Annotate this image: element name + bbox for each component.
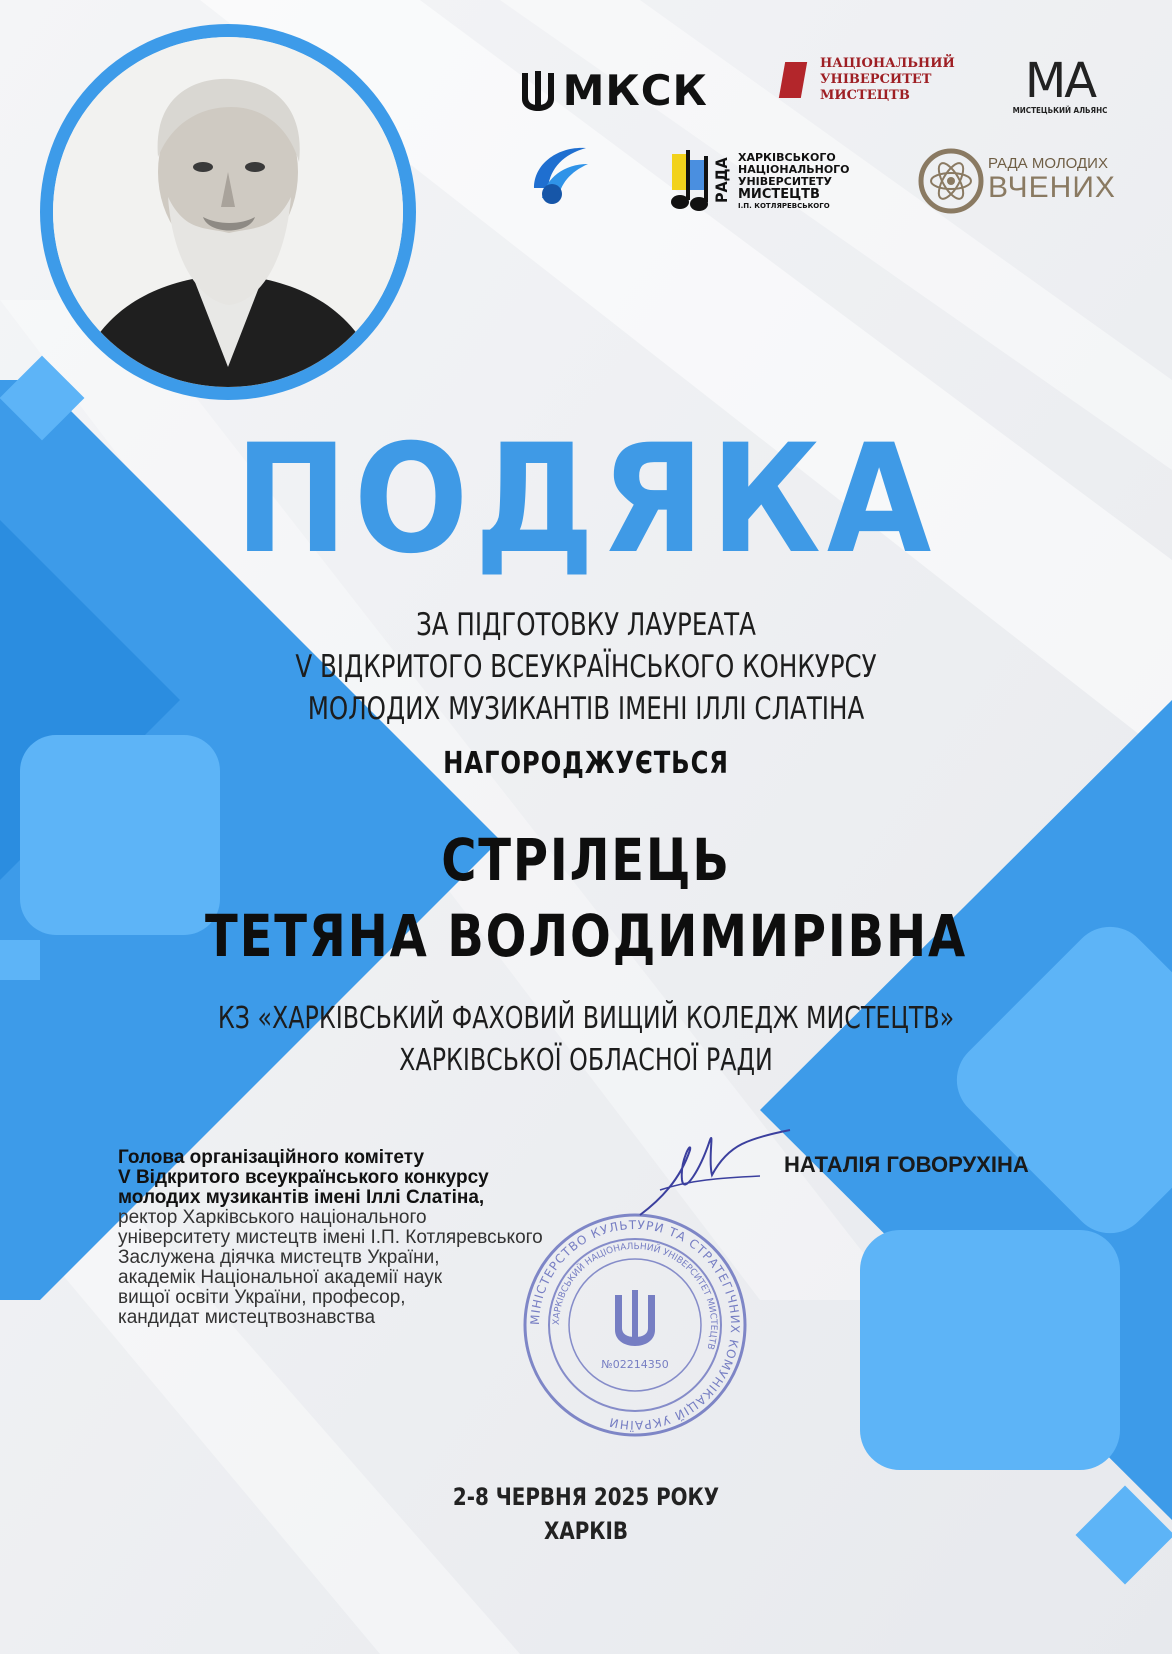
event-city: ХАРКІВ [543,1517,629,1545]
ma-caption: МИСТЕЦЬКИЙ АЛЬЯНС [1012,106,1108,115]
signatory-position-line3: Заслужена діячка мистецтв України, [118,1247,440,1268]
page-title: ПОДЯКА [234,413,938,587]
mksk-logo-text: МКСК [562,66,708,115]
reason-line3: МОЛОДИХ МУЗИКАНТІВ ІМЕНІ ІЛЛІ СЛАТІНА [307,691,865,727]
recipient-surname: СТРІЛЕЦЬ [441,826,731,894]
mksk-logo [518,66,708,115]
reason-line2: V ВІДКРИТОГО ВСЕУКРАЇНСЬКОГО КОНКУРСУ [295,649,877,685]
signatory-position-line5: вищої освіти України, професор, [118,1287,406,1308]
awarded-label: НАГОРОДЖУЄТЬСЯ [443,746,729,781]
institution-line2: ХАРКІВСЬКОЇ ОБЛАСНОЇ РАДИ [399,1043,773,1078]
music-note-icon [668,146,712,212]
trident-icon [518,69,558,113]
swirl-icon [524,138,594,208]
signatory-position-line1: ректор Харківського національного [118,1207,427,1228]
institution-line1: КЗ «ХАРКІВСЬКИЙ ФАХОВИЙ ВИЩИЙ КОЛЕДЖ МИСТЕЦТВ» [217,1001,955,1036]
signatory-position-line6: кандидат мистецтвознавства [118,1307,376,1328]
signatory-position-line4: академік Національної академії наук [118,1267,443,1288]
rada-students-line2: НАЦІОНАЛЬНОГО [738,163,850,176]
signatory-title-line3: молодих музикантів імені Іллі Слатіна, [118,1187,485,1208]
rada-students-line4: МИСТЕЦТВ [738,187,820,202]
rada-students-line5: І.П. КОТЛЯРЕВСЬКОГО [738,202,830,210]
stamp-inner-text: ХАРКІВСЬКИЙ НАЦІОНАЛЬНИЙ УНІВЕРСИТЕТ МИСТЕЦТВ [551,1241,719,1351]
atom-icon [918,148,984,214]
university-line1: НАЦІОНАЛЬНИЙ [820,56,955,71]
stamp-outer-text: МІНІСТЕРСТВО КУЛЬТУРИ ТА СТРАТЕГІЧНИХ КОМУНІКАЦІЙ УКРАЇНИ [527,1217,743,1433]
signatory-title-line2: V Відкритого всеукраїнського конкурсу [118,1167,489,1188]
rada-students-logo [668,146,848,216]
recipient-given-names: ТЕТЯНА ВОЛОДИМИРІВНА [205,902,967,970]
portrait-photo [53,37,403,387]
signatory-title-line1: Голова організаційного комітету [118,1147,425,1168]
rada-students-line1: ХАРКІВСЬКОГО [738,151,836,164]
rada-scientists-line2: ВЧЕНИХ [988,171,1116,204]
trident-icon [615,1290,655,1346]
event-date: 2-8 ЧЕРВНЯ 2025 РОКУ [452,1483,720,1511]
university-line2: УНІВЕРСИТЕТ [820,72,932,87]
portrait-frame [40,24,416,400]
rada-word: РАДА [712,157,731,203]
rada-students-line3: УНІВЕРСИТЕТУ [738,175,833,188]
award-reason [70,604,1101,730]
footer [47,1480,1125,1548]
signatory-position-line2: університету мистецтв імені І.П. Котляревського [118,1227,543,1248]
handwritten-signature [630,1120,800,1230]
reason-line1: ЗА ПІДГОТОВКУ ЛАУРЕАТА [416,607,756,643]
recipient-name [47,822,1125,974]
rada-scientists-line1: РАДА МОЛОДИХ [988,155,1108,172]
university-line3: МИСТЕЦТВ [820,88,910,103]
institution [70,998,1101,1082]
official-stamp [520,1210,750,1440]
swirl-logo [524,138,594,212]
signatory-name: НАТАЛІЯ ГОВОРУХІНА [784,1152,1029,1177]
rada-scientists-logo [918,148,1118,218]
stamp-number: №02214350 [601,1358,669,1371]
ma-mark: MA [1024,53,1096,109]
ma-logo [1010,53,1110,115]
